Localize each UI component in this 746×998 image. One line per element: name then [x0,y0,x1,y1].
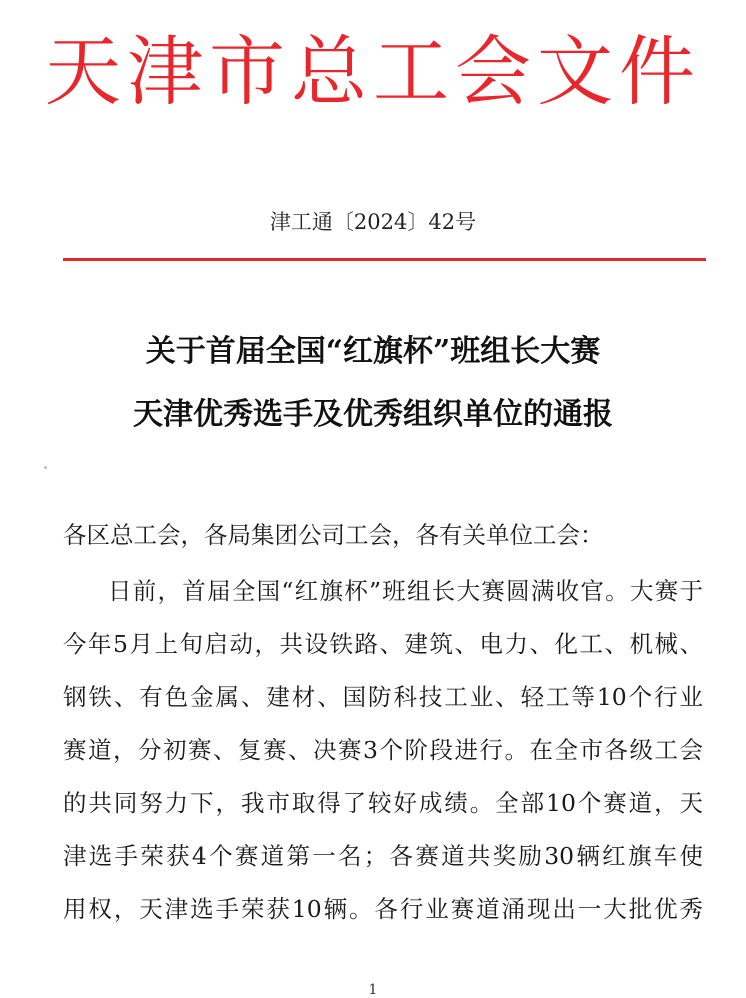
body-paragraph-line: 用权，天津选手荣获10辆。各行业赛道涌现出一大批优秀 [63,895,703,923]
salutation: 各区总工会，各局集团公司工会，各有关单位工会： [63,521,604,549]
body-paragraph-line: 的共同努力下，我市取得了较好成绩。全部10个赛道，天 [63,789,703,817]
scan-speck [44,466,47,469]
document-title-line-2: 天津优秀选手及优秀组织单位的通报 [133,397,613,432]
body-paragraph-line: 日前，首届全国“红旗杯”班组长大赛圆满收官。大赛于 [108,577,703,605]
body-paragraph-line: 今年5月上旬启动，共设铁路、建筑、电力、化工、机械、 [63,630,703,658]
body-paragraph-line: 赛道，分初赛、复赛、决赛3个阶段进行。在全市各级工会 [63,736,703,764]
header-red-divider [63,258,706,261]
body-paragraph-line: 钢铁、有色金属、建材、国防科技工业、轻工等10个行业 [63,683,703,711]
document-title-line-1: 关于首届全国“红旗杯”班组长大赛 [145,334,601,369]
document-number: 津工通〔2024〕42号 [269,210,477,234]
document-header-title: 天津市总工会文件 [45,27,701,116]
body-paragraph-line: 津选手荣获4个赛道第一名；各赛道共奖励30辆红旗车使 [63,842,703,870]
page-number: 1 [368,982,378,998]
